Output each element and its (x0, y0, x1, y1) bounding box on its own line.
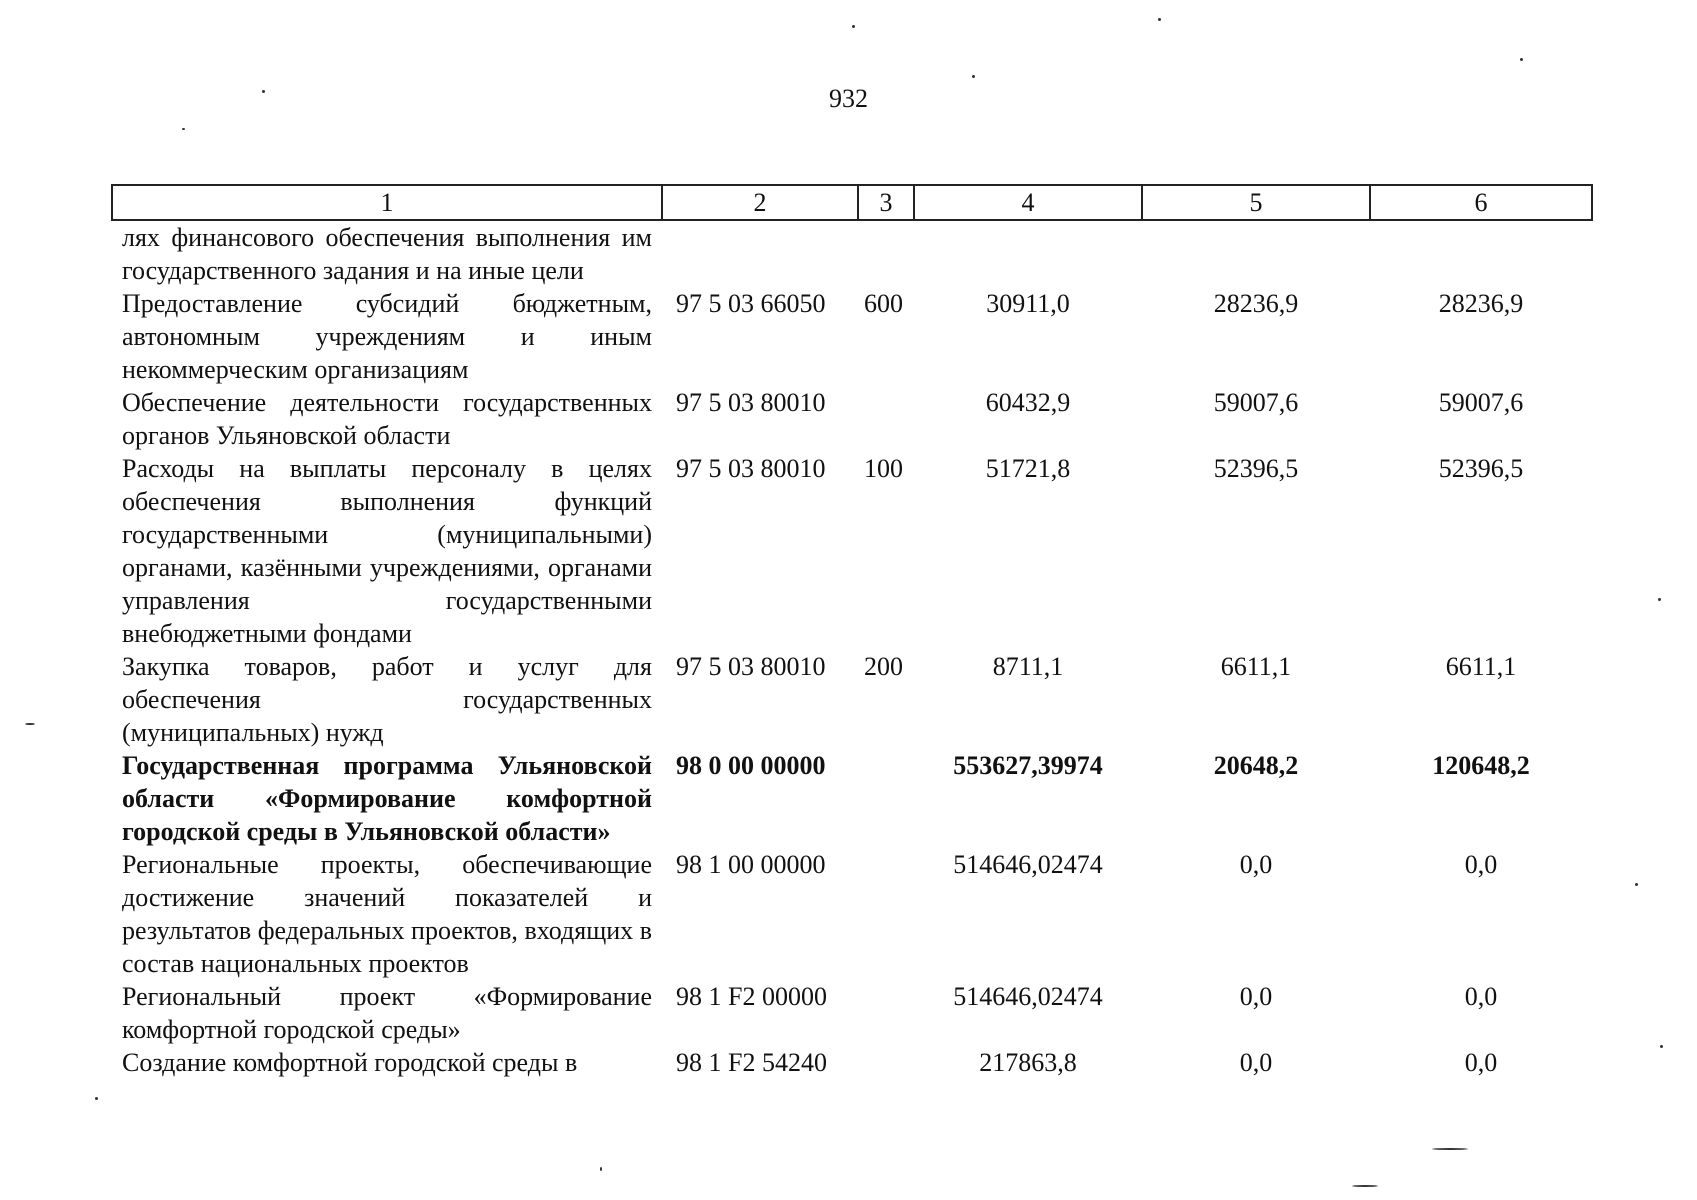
cell-amount-col5: 20648,2 (1213, 751, 1299, 780)
table-row (112, 1046, 1592, 1079)
cell-amount-col5: 59007,6 (1213, 388, 1299, 417)
cell-code: 98 1 F2 54240 (676, 1048, 827, 1077)
scan-speck (182, 128, 185, 130)
scan-speck (1432, 1148, 1468, 1150)
cell-expense-type: 100 (864, 454, 903, 483)
header-col-3: 3 (858, 185, 914, 220)
cell-expense-type: 600 (864, 289, 903, 318)
scan-speck (262, 90, 265, 93)
cell-amount-col5: 0,0 (1239, 850, 1273, 879)
cell-name: Региональный проект «Формирование комфортной городской среды» (122, 982, 652, 1044)
cell-code: 98 1 00 00000 (676, 850, 826, 879)
table-body (112, 220, 1592, 1079)
cell-amount-col5: 0,0 (1239, 982, 1273, 1011)
cell-code: 97 5 03 80010 (676, 652, 826, 681)
table-row (112, 452, 1592, 650)
cell-amount-col4: 51721,8 (985, 454, 1071, 483)
cell-amount-col6: 28236,9 (1438, 289, 1524, 318)
cell-amount-col4: 217863,8 (979, 1048, 1077, 1077)
cell-name: Региональные проекты, обеспечивающие достижение значений показателей и результатов федеральных проектов, входящих в состав национальных проектов (122, 850, 652, 978)
cell-amount-col5: 28236,9 (1213, 289, 1299, 318)
cell-amount-col4: 8711,1 (992, 652, 1064, 681)
table-row (112, 650, 1592, 749)
cell-name: Государственная программа Ульяновской области «Формирование комфортной городской среды в Ульяновской области» (122, 751, 652, 846)
budget-table (111, 184, 1593, 1079)
scan-speck (25, 723, 35, 725)
cell-name: Обеспечение деятельности государственных органов Ульяновской области (122, 388, 652, 450)
cell-name: Закупка товаров, работ и услуг для обеспечения государственных (муниципальных) нужд (122, 652, 652, 747)
scan-speck (600, 1167, 602, 1171)
cell-amount-col6 (1370, 220, 1592, 287)
scan-speck (972, 75, 975, 78)
header-col-4: 4 (914, 185, 1142, 220)
cell-amount-col6: 52396,5 (1438, 454, 1524, 483)
cell-amount-col5: 0,0 (1239, 1048, 1273, 1077)
cell-name: Предоставление субсидий бюджетным, автономным учреждениям и иным некоммерческим организациям (122, 289, 652, 384)
header-col-6: 6 (1370, 185, 1592, 220)
cell-expense-type: 200 (864, 652, 903, 681)
cell-amount-col6: 0,0 (1464, 1048, 1498, 1077)
cell-amount-col6: 0,0 (1464, 850, 1498, 879)
cell-code: 97 5 03 66050 (676, 289, 826, 318)
cell-amount-col5: 6611,1 (1220, 652, 1292, 681)
table-row (112, 749, 1592, 848)
cell-amount-col4: 553627,39974 (953, 751, 1103, 780)
scan-speck (1658, 598, 1661, 601)
cell-code: 97 5 03 80010 (676, 388, 826, 417)
table-row (112, 220, 1592, 287)
scan-speck (852, 25, 855, 28)
scan-speck (1520, 58, 1523, 61)
scan-speck (1635, 883, 1638, 886)
cell-amount-col4: 30911,0 (986, 289, 1070, 318)
cell-amount-col4: 60432,9 (985, 388, 1071, 417)
table-row (112, 386, 1592, 452)
cell-amount-col6: 0,0 (1464, 982, 1498, 1011)
cell-amount-col6: 120648,2 (1432, 751, 1530, 780)
table-row (112, 848, 1592, 980)
scan-speck (1158, 18, 1161, 21)
cell-expense-type (858, 848, 914, 980)
cell-name: Создание комфортной городской среды в (122, 1048, 578, 1077)
cell-amount-col6: 59007,6 (1438, 388, 1524, 417)
table-row (112, 287, 1592, 386)
page-number: 932 (829, 84, 868, 113)
cell-expense-type (858, 1046, 914, 1079)
cell-code: 97 5 03 80010 (676, 454, 826, 483)
scan-speck (95, 1097, 98, 1100)
cell-expense-type (858, 386, 914, 452)
cell-code: 98 1 F2 00000 (676, 982, 827, 1011)
header-col-5: 5 (1142, 185, 1370, 220)
table-row (112, 980, 1592, 1046)
scan-speck (1352, 1185, 1378, 1187)
scan-speck (1660, 1045, 1663, 1048)
cell-expense-type (858, 220, 914, 287)
cell-amount-col6: 6611,1 (1445, 652, 1517, 681)
cell-amount-col4: 514646,02474 (953, 850, 1103, 879)
cell-amount-col4: 514646,02474 (953, 982, 1103, 1011)
cell-amount-col5 (1142, 220, 1370, 287)
cell-expense-type (858, 749, 914, 848)
cell-amount-col4 (914, 220, 1142, 287)
cell-name: лях финансового обеспечения выполнения им государственного задания и на иные цели (122, 223, 652, 285)
cell-amount-col5: 52396,5 (1213, 454, 1299, 483)
cell-code: 98 0 00 00000 (676, 751, 826, 780)
table-header (112, 185, 1592, 220)
cell-expense-type (858, 980, 914, 1046)
cell-code (662, 220, 858, 287)
cell-name: Расходы на выплаты персоналу в целях обеспечения выполнения функций государственными (муниципальными) органами, казёнными учреждениями, органами управления государственными внебюджетными фондами (122, 454, 652, 648)
header-col-2: 2 (662, 185, 858, 220)
header-row (112, 185, 1592, 220)
header-col-1: 1 (112, 185, 662, 220)
